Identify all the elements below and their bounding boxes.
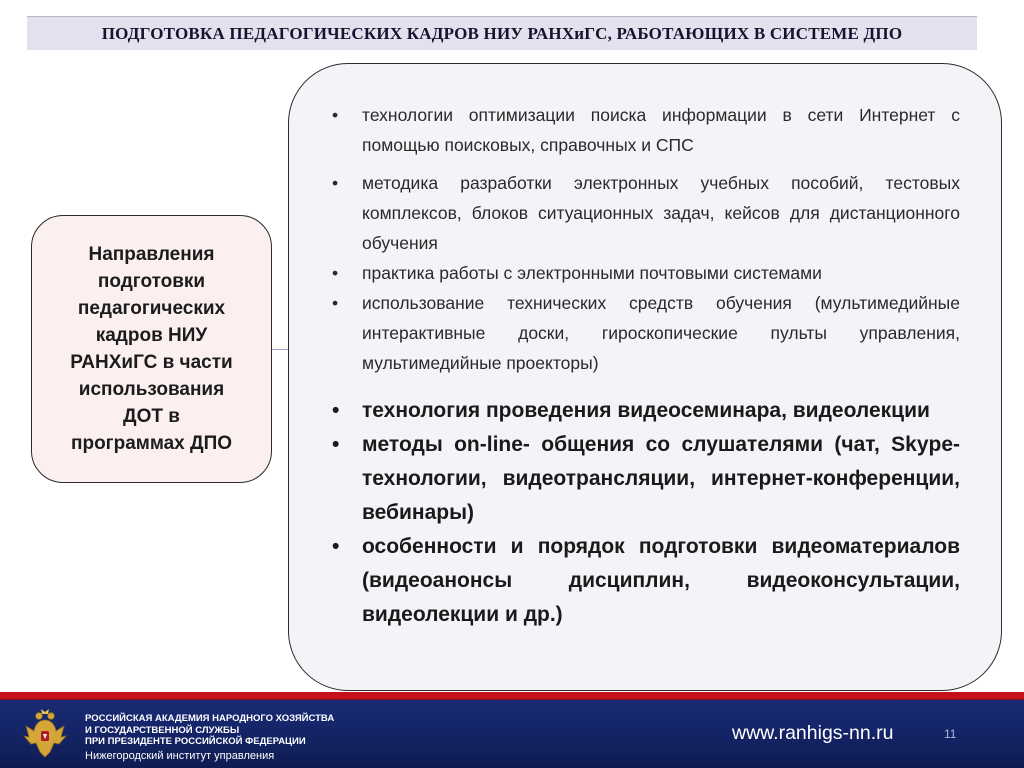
list-item: • технология проведения видеосеминара, видеолекции <box>330 394 960 428</box>
list-item: • практика работы с электронными почтовыми системами <box>330 258 960 288</box>
directions-list <box>330 100 960 632</box>
double-headed-eagle-emblem-icon <box>22 706 68 760</box>
list-item: • методика разработки электронных учебных пособий, тестовых комплексов, блоков ситуационных задач, кейсов для дистанционного обучения <box>330 168 960 258</box>
footer-stripe-shadow <box>0 699 1024 700</box>
slide-title: ПОДГОТОВКА ПЕДАГОГИЧЕСКИХ КАДРОВ НИУ РАНХиГС, РАБОТАЮЩИХ В СИСТЕМЕ ДПО <box>101 23 903 43</box>
bullet-icon: • <box>332 263 339 283</box>
bullet-icon: • <box>332 173 339 193</box>
list-item: • технологии оптимизации поиска информации в сети Интернет с помощью поисковых, справочных и СПС <box>330 100 960 160</box>
page-number: 11 <box>944 727 957 741</box>
bullet-icon: • <box>332 293 339 313</box>
slide-title-bar <box>27 16 977 50</box>
topic-box <box>31 215 272 483</box>
website-link[interactable]: www.ranhigs-nn.ru <box>732 722 894 744</box>
topic-text: Направления подготовки педагогических кадров НИУ РАНХиГС в части использования ДОТ в программах ДПО <box>70 244 233 454</box>
bullet-icon: • <box>332 433 340 456</box>
content-box <box>288 63 1002 691</box>
organization-name: РОССИЙСКАЯ АКАДЕМИЯ НАРОДНОГО ХОЗЯЙСТВА И ГОСУДАРСТВЕННОЙ СЛУЖБЫ ПРИ ПРЕЗИДЕНТЕ РОССИЙСКОЙ ФЕДЕРАЦИИ Нижегородский институт управления <box>85 713 335 762</box>
bullet-icon: • <box>332 535 340 558</box>
footer-red-stripe <box>0 692 1024 699</box>
list-item: • методы on-line- общения со слушателями (чат, Skype-технологии, видеотрансляции, интернет-конференции, вебинары) <box>330 428 960 530</box>
institute-name: Нижегородский институт управления <box>85 749 275 762</box>
footer-bar <box>0 692 1024 768</box>
list-item: • использование технических средств обучения (мультимедийные интерактивные доски, гироскопические пульты управления, мультимедийные проекторы) <box>330 288 960 378</box>
bullet-icon: • <box>332 399 340 422</box>
bullet-icon: • <box>332 105 339 125</box>
connector-line <box>272 349 289 350</box>
list-item: • особенности и порядок подготовки видеоматериалов (видеоанонсы дисциплин, видеоконсультации, видеолекции и др.) <box>330 530 960 632</box>
